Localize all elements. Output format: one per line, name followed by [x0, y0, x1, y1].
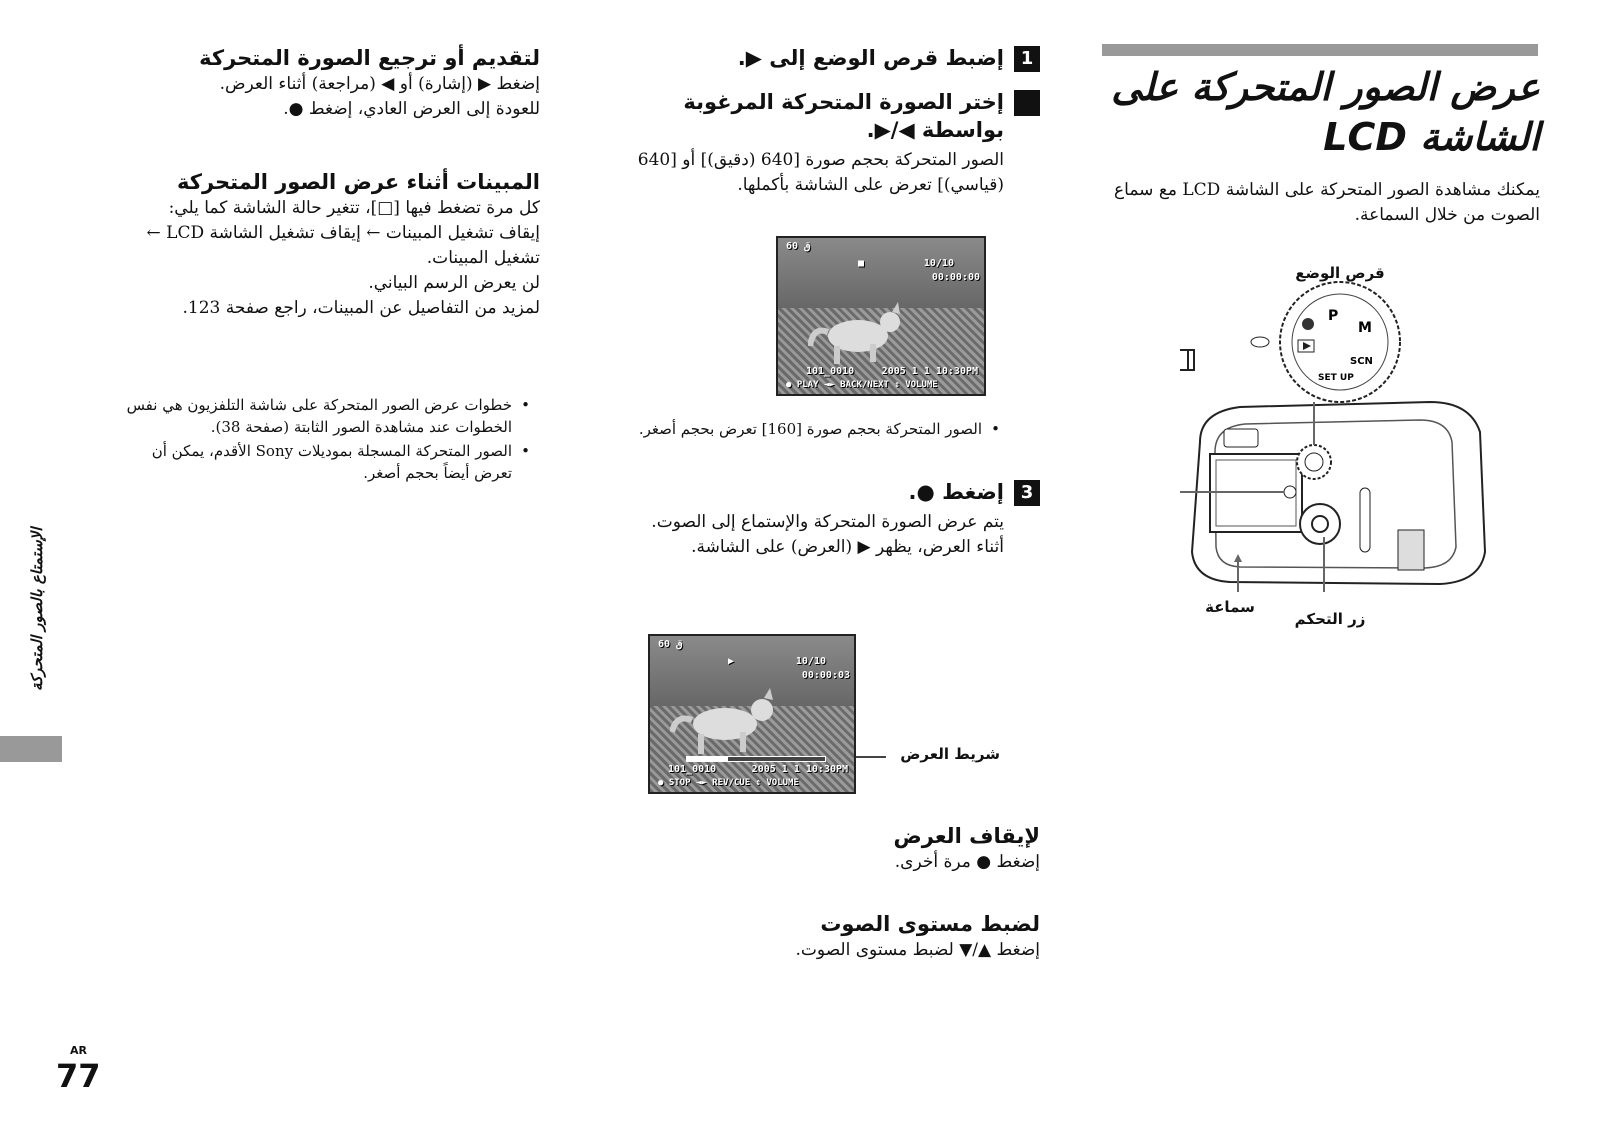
dog-image-2: [670, 686, 780, 756]
bullet-160-note: [610, 418, 1000, 442]
speaker-label: سماعة: [1205, 598, 1255, 616]
indicators-body-2: إيقاف تشغيل المبينات ← إيقاف تشغيل الشاشة LCD ← تشغيل المبينات.: [146, 223, 540, 268]
stop-section: [610, 822, 1040, 875]
playback-bar-fill: [687, 757, 728, 761]
stop-title: لإيقاف العرض: [893, 824, 1040, 848]
ffrev-section: [100, 44, 540, 122]
step-2-body: الصور المتحركة بحجم صورة [640 (دقيق)] أو [640 (قياسي)] تعرض على الشاشة بأكملها.: [637, 150, 1004, 195]
camera-drawing: [1180, 262, 1500, 642]
step-3: [610, 478, 1040, 560]
step-3-number: 3: [1014, 480, 1040, 506]
lcd2-controls: ● STOP ◄► REV/CUE ⇕ VOLUME: [658, 778, 799, 788]
note-item: • خطوات عرض الصور المتحركة على شاشة التلفزيون هي نفس الخطوات عند مشاهدة الصور الثابتة (صفحة 38).: [120, 394, 530, 438]
ffrev-title: لتقديم أو ترجيع الصورة المتحركة: [199, 46, 540, 70]
dial-mark-scn: SCN: [1350, 356, 1373, 367]
lcd-screen-playing: [648, 634, 856, 794]
indicators-body-1: كل مرة تضغط فيها [□]، تتغير حالة الشاشة كما يلي:: [168, 198, 540, 218]
lcd2-battery: 60 ق: [658, 639, 683, 650]
indicators-body-4: لمزيد من التفاصيل عن المبينات، راجع صفحة 123.: [182, 298, 540, 318]
page-lang-label: AR: [70, 1044, 87, 1057]
camera-illustration: [1180, 262, 1500, 642]
bullet-160-item: • الصور المتحركة بحجم صورة [160] تعرض بحجم أصغر.: [610, 418, 1000, 440]
lcd2-file: 101_0010: [668, 764, 717, 775]
lcd1-file: 101_0010: [806, 366, 855, 377]
lcd1-time: 00:00:00: [931, 272, 980, 283]
step-2: [610, 88, 1052, 198]
intro-text: يمكنك مشاهدة الصور المتحركة على الشاشة LCD مع سماع الصوت من خلال السماعة.: [1114, 180, 1540, 225]
note-item: • الصور المتحركة المسجلة بموديلات Sony الأقدم، يمكن أن تعرض أيضاً بحجم أصغر.: [120, 440, 530, 484]
lcd2-time: 00:00:03: [801, 670, 850, 681]
volume-title: لضبط مستوى الصوت: [820, 912, 1040, 936]
volume-body: إضغط ▲/▼ لضبط مستوى الصوت.: [795, 940, 1040, 960]
step-2-number: 2: [1014, 90, 1040, 116]
notes-list: [120, 394, 530, 486]
title-rule-bar: [1102, 44, 1538, 56]
page-number: 77: [56, 1057, 101, 1095]
lcd1-date: 2005 1 1 10:30PM: [881, 366, 978, 377]
ffrev-body-2: للعودة إلى العرض العادي، إضغط ●.: [283, 99, 540, 119]
step-1: [610, 44, 1040, 72]
mode-dial-label: قرص الوضع: [1295, 264, 1385, 282]
dial-mark-setup: SET UP: [1318, 373, 1354, 383]
lcd2-counter: 10/10: [795, 656, 826, 667]
stop-icon: ■: [858, 258, 865, 269]
lcd1-counter: 10/10: [923, 258, 954, 269]
side-tab-bar: [0, 736, 62, 762]
play-icon: ▶: [728, 656, 735, 667]
control-button-label: زر التحكم: [1294, 610, 1366, 628]
step-2-title: إختر الصورة المتحركة المرغوبة بواسطة ◀/▶.: [683, 90, 1004, 142]
indicators-title: المبينات أثناء عرض الصور المتحركة: [177, 170, 540, 194]
step-3-body-1: يتم عرض الصورة المتحركة والإستماع إلى الصوت.: [651, 512, 1004, 532]
step-1-number: 1: [1014, 46, 1040, 72]
step-3-title: إضغط ●.: [908, 480, 1004, 504]
indicators-body-3: لن يعرض الرسم البياني.: [368, 273, 540, 293]
page-title: عرض الصور المتحركة على الشاشة LCD: [1111, 65, 1540, 159]
playback-bar: [686, 756, 826, 762]
playbar-label: شريط العرض: [900, 745, 1000, 763]
stop-body: إضغط ● مرة أخرى.: [894, 852, 1040, 872]
step-3-body-2: أثناء العرض، يظهر ▶ (العرض) على الشاشة.: [691, 537, 1004, 557]
dial-mark-m: M: [1358, 320, 1372, 336]
dog-image: [808, 296, 908, 366]
lcd2-date: 2005 1 1 10:30PM: [751, 764, 848, 775]
step-1-text: إضبط قرص الوضع إلى ▶.: [737, 46, 1004, 70]
indicators-section: [100, 168, 540, 321]
volume-section: [610, 910, 1040, 963]
dial-mark-p: P: [1328, 308, 1339, 324]
lcd1-controls: ● PLAY ◄► BACK/NEXT ⇕ VOLUME: [786, 380, 938, 390]
ffrev-body-1: إضغط ▶ (إشارة) أو ◀ (مراجعة) أثناء العرض.: [219, 74, 540, 94]
playbar-leader-line: [856, 756, 886, 758]
lcd-screen-paused: [776, 236, 986, 396]
side-tab-label: الإستمتاع بالصور المتحركة: [28, 527, 46, 691]
lcd1-battery: 60 ق: [786, 241, 811, 252]
